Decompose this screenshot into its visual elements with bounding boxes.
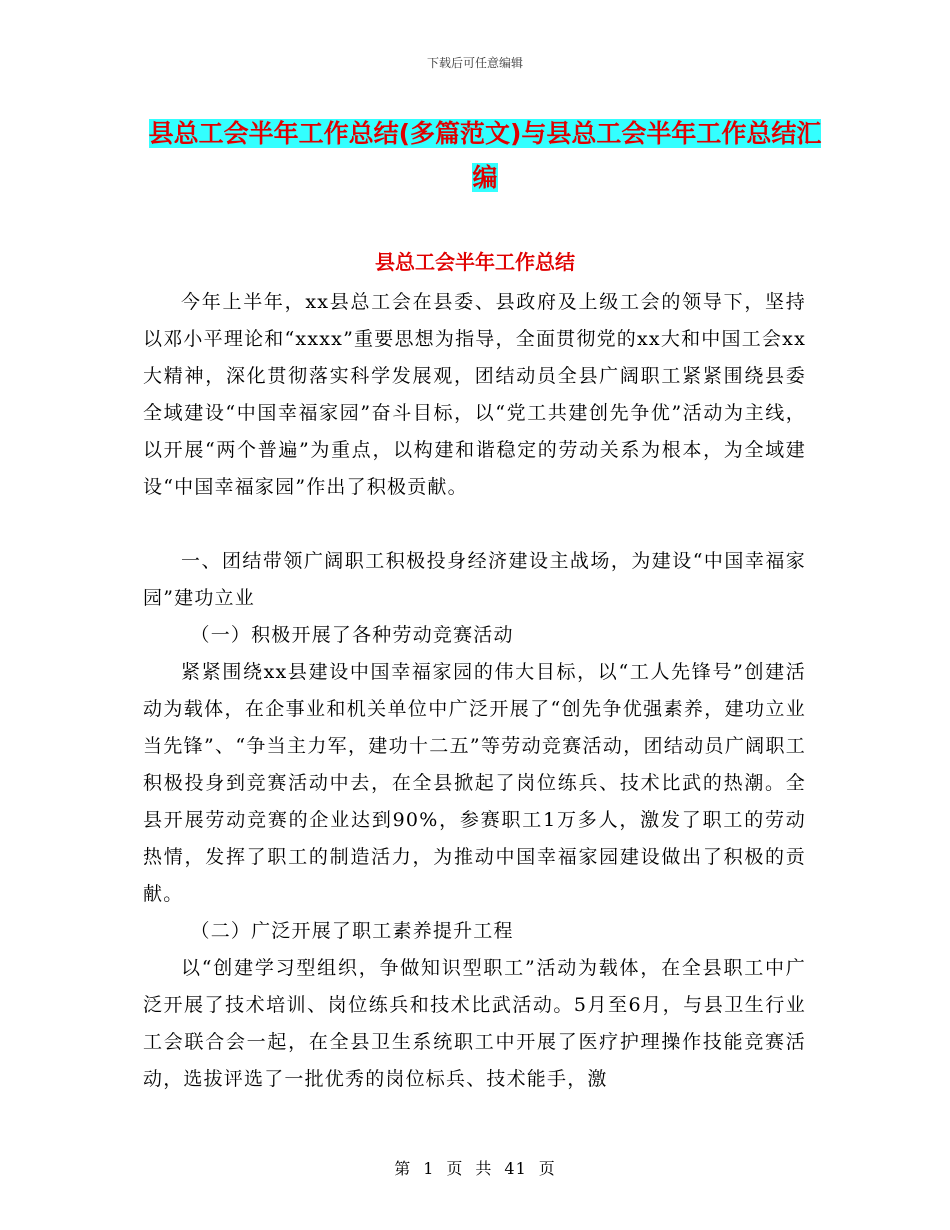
heading-subsection-1: （一）积极开展了各种劳动竞赛活动 [190, 624, 514, 646]
total-pages-number: 41 [504, 1159, 527, 1178]
footer-prefix: 第 [394, 1159, 412, 1178]
document-body [143, 284, 806, 1098]
footer-total-label: 共 [475, 1159, 493, 1178]
heading-subsection-2: （二）广泛开展了职工素养提升工程 [190, 920, 514, 942]
section-title: 县总工会半年工作总结 [375, 250, 575, 274]
page-footer [0, 1156, 950, 1179]
main-title [140, 112, 830, 200]
header-note: 下载后可任意编辑 [426, 56, 523, 70]
main-title-text: 县总工会半年工作总结(多篇范文)与县总工会半年工作总结汇编 [148, 119, 822, 192]
footer-page-label: 页 [446, 1159, 464, 1178]
paragraph-subsection-2: 以“创建学习型组织，争做知识型职工”活动为载体，在全县职工中广泛开展了技术培训、岗位练兵和技术比武活动。5月至6月，与县卫生行业工会联合会一起，在全县卫生系统职工中开展了医疗护理操作技能竞赛活动，选拔评选了一批优秀的岗位标兵、技术能手，激 [143, 957, 806, 1090]
footer-suffix: 页 [538, 1159, 556, 1178]
heading-section-1: 一、团结带领广阔职工积极投身经济建设主战场，为建设“中国幸福家园”建功立业 [143, 550, 806, 609]
paragraph-subsection-1: 紧紧围绕xx县建设中国幸福家园的伟大目标，以“工人先锋号”创建活动为载体，在企事业和机关单位中广泛开展了“创先争优强素养，建功立业当先锋”、“争当主力军，建功十二五”等劳动竞赛活动，团结动员广阔职工积极投身到竞赛活动中去，在全县掀起了岗位练兵、技术比武的热潮。全县开展劳动竞赛的企业达到90%，参赛职工1万多人，激发了职工的劳动热情，发挥了职工的制造活力，为推动中国幸福家园建设做出了积极的贡献。 [143, 661, 806, 905]
paragraph-intro: 今年上半年，xx县总工会在县委、县政府及上级工会的领导下，坚持以邓小平理论和“xxxx”重要思想为指导，全面贯彻党的xx大和中国工会xx大精神，深化贯彻落实科学发展观，团结动员全县广阔职工紧紧围绕县委全域建设“中国幸福家园”奋斗目标，以“党工共建创先争优”活动为主线，以开展“两个普遍”为重点，以构建和谐稳定的劳动关系为根本，为全域建设“中国幸福家园”作出了积极贡献。 [143, 291, 806, 498]
current-page-number: 1 [423, 1159, 435, 1178]
